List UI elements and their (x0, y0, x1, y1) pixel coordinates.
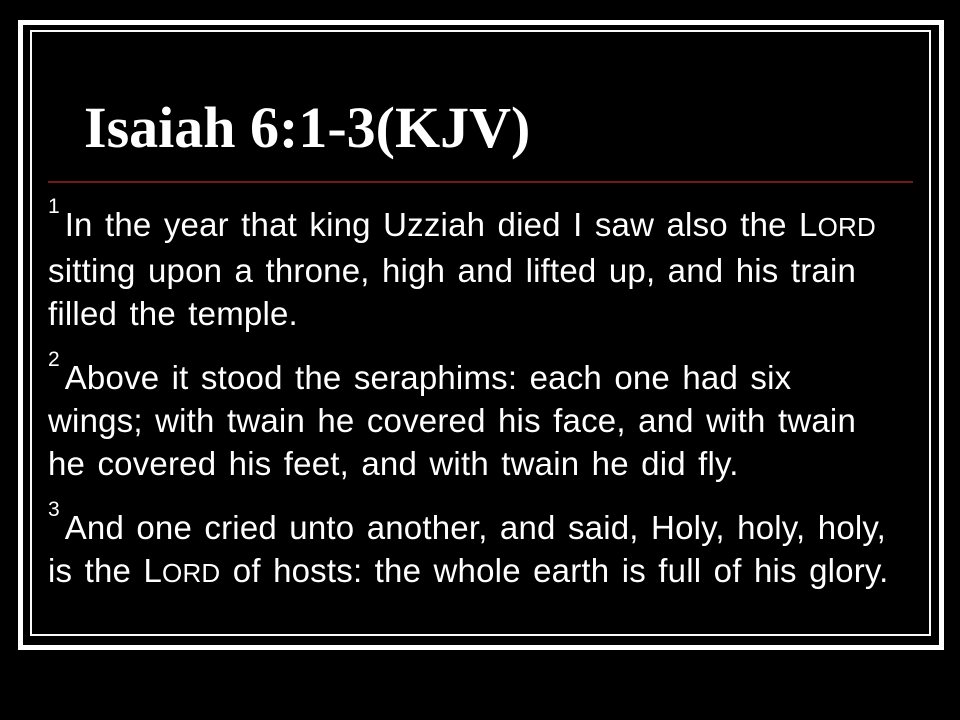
verse-1 (48, 196, 894, 335)
lord-rest: ORD (162, 558, 221, 588)
lord-initial: L (143, 552, 163, 589)
verse-2-text: Above it stood the seraphims: each one had six wings; with twain he covered his face, and with twain he covered his feet, and with twain he did fly. (48, 359, 856, 482)
slide-title: Isaiah 6:1-3(KJV) (84, 95, 531, 160)
lord-initial: L (799, 206, 818, 243)
verse-1-number: 1 (48, 195, 60, 218)
verse-2 (48, 349, 894, 485)
verse-3-text-after-lord: of hosts: the whole earth is full of his glory. (220, 552, 889, 589)
lord-smallcaps (799, 206, 876, 243)
verse-3-text-before-lord: And one cried unto another, and said, Holy, holy, holy, is the (48, 509, 887, 589)
lord-smallcaps (143, 552, 220, 589)
verse-1-text-after-lord: sitting upon a throne, high and lifted up, and his train filled the temple. (48, 252, 857, 332)
verse-3 (48, 499, 894, 595)
verse-1-text-before-lord: In the year that king Uzziah died I saw also the (64, 206, 800, 243)
verse-text-block (48, 196, 894, 595)
lord-rest: ORD (817, 212, 876, 242)
verse-3-number: 3 (48, 498, 60, 521)
title-divider-line (48, 181, 913, 183)
verse-2-number: 2 (48, 348, 60, 371)
